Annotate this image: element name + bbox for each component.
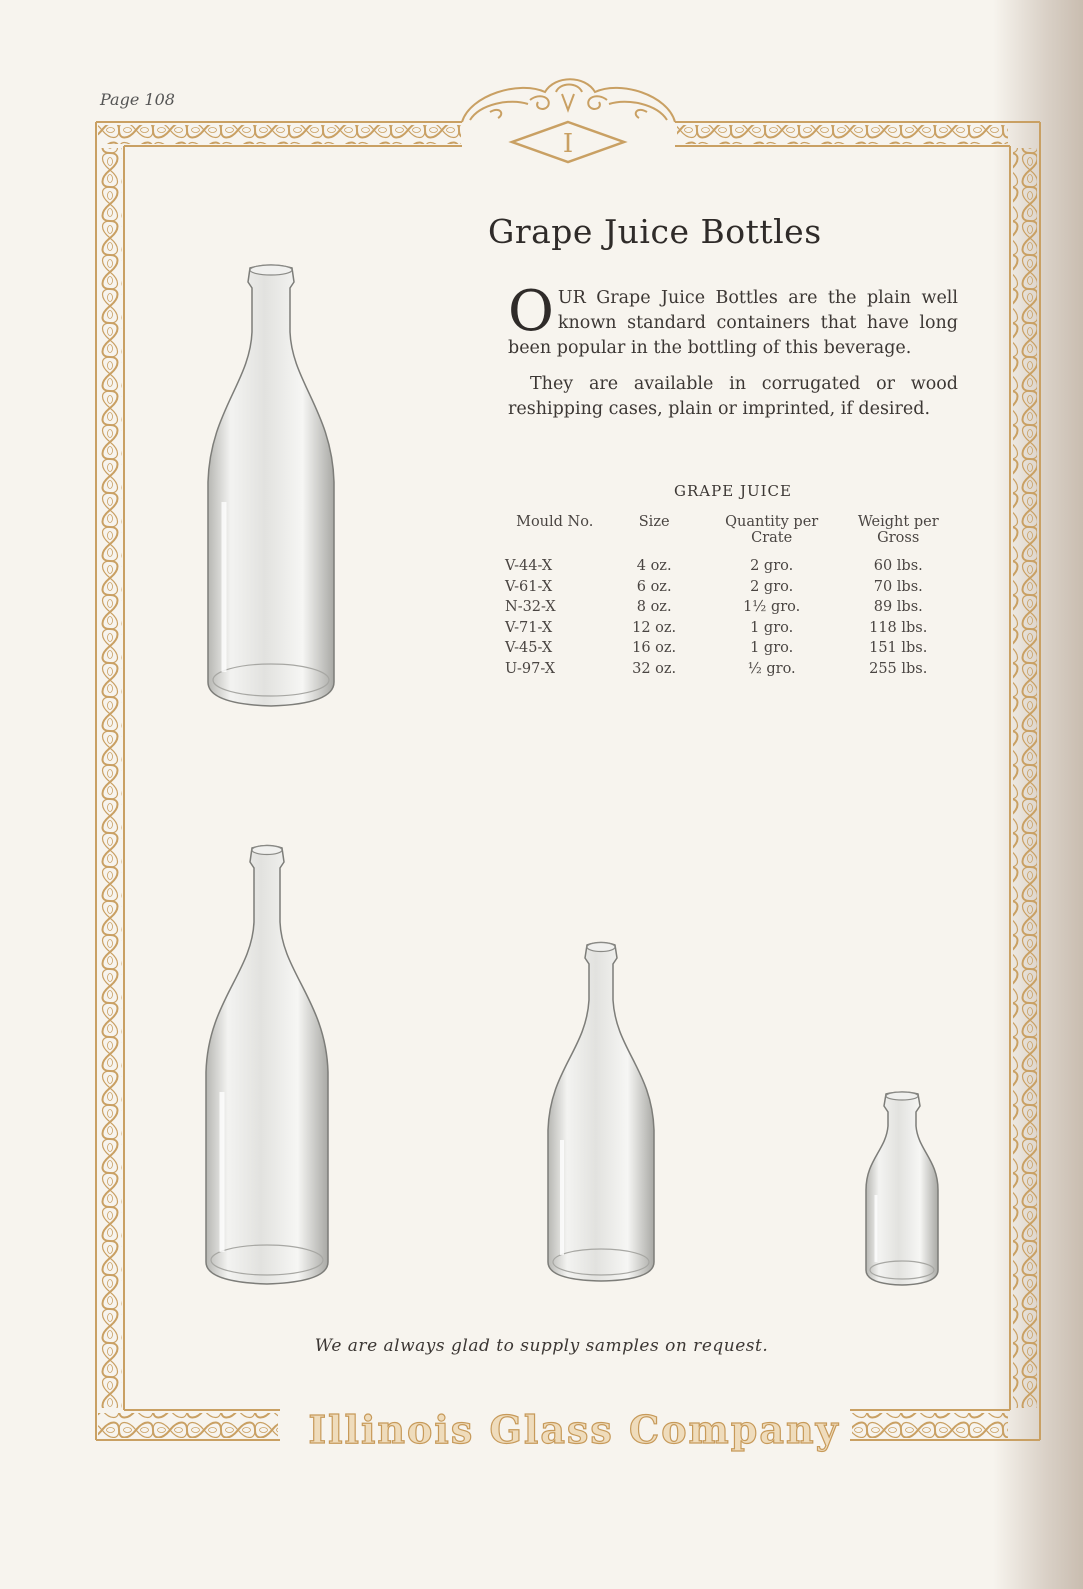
header-quantity: Quantity per Crate	[725, 514, 819, 546]
table-row	[505, 638, 957, 659]
cell-size: 16 oz.	[632, 640, 677, 656]
cell-mould: V-45-X	[505, 640, 553, 656]
cell-mould: V-44-X	[505, 558, 553, 574]
cell-mould: N-32-X	[505, 599, 556, 615]
cell-size: 12 oz.	[632, 619, 677, 636]
header-mould: Mould No.	[516, 514, 594, 530]
cell-mould: V-71-X	[505, 619, 553, 636]
intro-paragraph	[508, 279, 958, 361]
table-row	[505, 556, 957, 577]
drop-cap: O	[508, 279, 554, 344]
table-row	[505, 659, 957, 680]
company-name: Illinois Glass Company	[308, 1407, 840, 1452]
cell-quantity: 2 gro.	[750, 558, 794, 574]
samples-note: We are always glad to supply samples on request.	[314, 1336, 769, 1356]
cell-quantity: 1 gro.	[750, 640, 794, 656]
table-row	[505, 577, 957, 598]
cell-mould: U-97-X	[505, 660, 556, 677]
bottle-illustration-medium	[544, 940, 658, 1284]
bottle-illustration-small	[862, 1090, 942, 1286]
bottle-illustration-large-bottom	[200, 842, 334, 1287]
availability-paragraph: They are available in corrugated or wood reshipping cases, plain or imprinted, if desired.	[508, 374, 958, 419]
cell-quantity: 1½ gro.	[743, 599, 801, 615]
cell-weight: 60 lbs.	[873, 558, 923, 574]
intro-text: UR Grape Juice Bottles are the plain well known standard containers that have long been popular in the bottling of this beverage.	[508, 288, 958, 358]
bottle-illustration-large-top	[200, 262, 342, 712]
cell-size: 6 oz.	[636, 578, 672, 595]
cell-quantity: ½ gro.	[747, 660, 796, 677]
page-title: Grape Juice Bottles	[488, 212, 822, 251]
header-size: Size	[638, 514, 670, 530]
cell-weight: 70 lbs.	[873, 578, 923, 595]
cell-size: 8 oz.	[636, 599, 672, 615]
page-number: Page 108	[100, 90, 175, 109]
cell-weight: 255 lbs.	[869, 660, 928, 677]
table-title: GRAPE JUICE	[674, 482, 792, 500]
table-row	[505, 618, 957, 639]
cell-weight: 151 lbs.	[869, 640, 928, 656]
cell-size: 4 oz.	[636, 558, 672, 574]
table-header-row	[505, 514, 957, 556]
cell-weight: 118 lbs.	[869, 619, 928, 636]
cell-quantity: 1 gro.	[750, 619, 794, 636]
cell-quantity: 2 gro.	[750, 578, 794, 595]
cell-mould: V-61-X	[505, 578, 553, 595]
header-weight: Weight per Gross	[857, 514, 939, 546]
emblem-letter: I	[562, 129, 574, 159]
cell-weight: 89 lbs.	[873, 599, 923, 615]
cell-size: 32 oz.	[632, 660, 677, 677]
spec-table	[505, 514, 957, 679]
table-row	[505, 597, 957, 618]
